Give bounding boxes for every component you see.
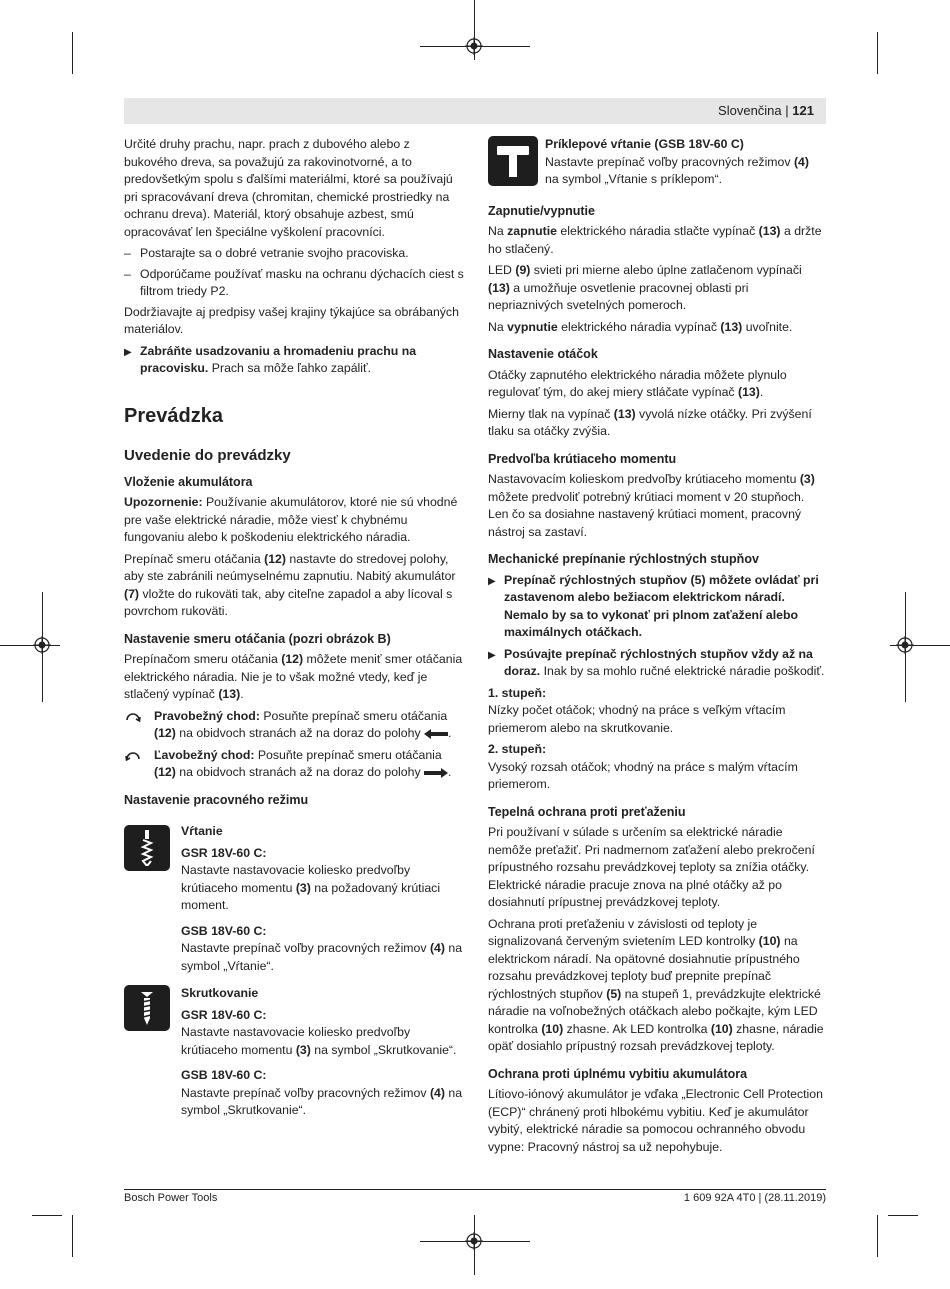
screwdriving-gsb-heading: GSB 18V-60 C: — [181, 1068, 267, 1082]
screwdriving-gsr-heading: GSR 18V-60 C: — [181, 1007, 267, 1022]
footer-rule — [124, 1189, 826, 1190]
section-title-operation: Prevádzka — [124, 404, 223, 427]
gear-warning-2-text: Posúvajte prepínač rýchlostných stupňov vždy až na doraz. Inak by sa mohlo ručné elektrické náradie poškodiť. — [504, 646, 825, 678]
dash-item — [124, 245, 464, 263]
right-column — [488, 136, 826, 1160]
rotate-left-icon — [124, 747, 154, 782]
on-paragraph: Na zapnutie elektrického náradia stlačte vypínač (13) a držte ho stlačený. — [488, 224, 822, 256]
impact-text: Nastavte prepínač voľby pracovných režimov (4) na symbol „Vŕtanie s príklepom“. — [545, 154, 809, 186]
header-text — [718, 103, 814, 118]
heading-on-off: Zapnutie/vypnutie — [488, 203, 595, 218]
mode-screwdriving — [124, 985, 464, 1124]
warning-text: Zabráňte usadzovaniu a hromadeniu prachu na pracovisku. Prach sa môže ľahko zapáliť. — [140, 343, 417, 375]
regulations-paragraph: Dodržiavajte aj predpisy vašej krajiny týkajúce sa obrábaných materiálov. — [124, 304, 459, 336]
heading-battery: Vloženie akumulátora — [124, 474, 253, 489]
dash-item — [124, 266, 464, 301]
impact-title: Príklepové vŕtanie (GSB 18V-60 C) — [545, 137, 744, 151]
gear-warning-1-text: Prepínač rýchlostných stupňov (5) môžete ovládať pri zastavenom alebo bežiacom elektrickom náradí. Nemalo by sa to vykonať pri plnom zaťažení alebo maximálnych otáčkach. — [504, 572, 819, 639]
left-rotation-item — [124, 747, 464, 782]
mode-impact-drilling — [488, 136, 826, 193]
thermal-paragraph-2: Ochrana proti preťaženiu v závislosti od teploty je signalizovaná červeným svietením LED kontrolky (10) na elektrickom náradí. Na opätovné dosiahnutie prípustného rozsahu prevádzkovej teploty buď prepnite prepínač rýchlostných stupňov (5) na stupeň 1, prevádzkujte elektrické náradie na voľnobežných otáčkach alebo počkajte, kým LED kontrolka (10) zhasne. Ak LED kontrolka (10) zhasne, náradie opäť dosiahlo prípustný rozsah prevádzkovej teploty. — [488, 916, 824, 1053]
screwdriving-title: Skrutkovanie — [181, 986, 259, 1000]
page-number: 121 — [792, 103, 814, 118]
subsection-title-startup: Uvedenie do prevádzky — [124, 446, 291, 464]
crop-mark-top-left — [72, 32, 73, 74]
arrow-left-icon — [424, 729, 448, 739]
registration-mark-bottom — [465, 1232, 483, 1250]
gear-1-text: Nízky počet otáčok; vhodný na práce s veľkým vŕtacím priemerom alebo na skrutkovanie. — [488, 703, 786, 735]
right-rotation-item — [124, 708, 464, 743]
footer-doc-id: 1 609 92A 4T0 | (28.11.2019) — [683, 1192, 826, 1204]
registration-mark-right — [896, 636, 914, 654]
heading-torque: Predvoľba krútiaceho momentu — [488, 451, 677, 466]
header-language: Slovenčina — [718, 103, 782, 118]
screw-icon — [124, 985, 170, 1031]
drilling-gsr-text: Nastavte nastavovacie koliesko predvoľby krútiaceho momentu (3) na požadovaný krútiaci moment. — [181, 863, 441, 912]
gear-1-heading: 1. stupeň: — [488, 685, 547, 700]
header-separator: | — [785, 103, 789, 118]
left-column — [124, 136, 464, 1130]
bullet-triangle-icon: ▶ — [488, 649, 496, 661]
heading-direction: Nastavenie smeru otáčania (pozri obrázok B) — [124, 631, 391, 646]
right-rotation-text: Pravobežný chod: Posuňte prepínač smeru otáčania (12) na obidvoch stranách až na doraz do polohy . — [154, 708, 452, 740]
gear-2-text: Vysoký rozsah otáčok; vhodný na práce s malým vŕtacím priemerom. — [488, 759, 798, 791]
speed-paragraph-1: Otáčky zapnutého elektrického náradia môžete plynulo regulovať tým, do akej miery stláčate vypínač (13). — [488, 367, 787, 399]
drilling-gsb-text: Nastavte prepínač voľby pracovných režimov (4) na symbol „Vŕtanie“. — [181, 941, 463, 973]
note-paragraph: Upozornenie: Používanie akumulátorov, ktoré nie sú vhodné pre vaše elektrické náradie, môže viesť k chybnému fungovaniu alebo k poškodeniu elektrického náradia. — [124, 495, 458, 544]
registration-mark-top — [465, 37, 483, 55]
dash-marker: – — [124, 246, 131, 260]
page-header — [124, 98, 826, 124]
drilling-title: Vŕtanie — [181, 824, 223, 838]
battery-paragraph: Prepínač smeru otáčania (12) nastavte do stredovej polohy, aby ste zabránili neúmyselnému zapnutiu. Nabitý akumulátor (7) vložte do rukoväti tak, aby citeľne zapadol a aby lícoval s povrchom rukoväti. — [124, 551, 456, 618]
off-paragraph: Na vypnutie elektrického náradia vypínač (13) uvoľnite. — [488, 319, 793, 334]
left-rotation-text: Ľavobežný chod: Posuňte prepínač smeru otáčania (12) na obidvoch stranách až na doraz do polohy . — [154, 747, 452, 779]
heading-deep-discharge: Ochrana proti úplnému vybitiu akumulátora — [488, 1066, 748, 1081]
crop-mark-left-bottom-h — [32, 1215, 62, 1216]
thermal-paragraph-1: Pri používaní v súlade s určením sa elektrické náradie nemôže preťažiť. Pri nadmernom zaťažení alebo prekročení prípustného rozsahu prevádzkovej teploty sa znížia otáčky. Elektrické náradie pracuje znova na plné otáčky až po dosiahnutí prípustnej prevádzkovej teploty. — [488, 825, 815, 909]
led-paragraph: LED (9) svieti pri mierne alebo úplne zatlačenom vypínači (13) a umožňuje osvetlenie pracovnej oblasti pri nepriaznivých svetelných pomeroch. — [488, 263, 802, 312]
drilling-gsr-heading: GSR 18V-60 C: — [181, 845, 267, 860]
rotate-right-icon — [124, 708, 154, 743]
dash-text: Postarajte sa o dobré vetranie svojho pracoviska. — [140, 246, 409, 260]
heading-speed: Nastavenie otáčok — [488, 347, 598, 361]
footer-brand: Bosch Power Tools — [124, 1192, 218, 1204]
gear-2-heading: 2. stupeň: — [488, 742, 547, 756]
crop-mark-right-bottom-h — [888, 1215, 918, 1216]
drill-bit-icon — [124, 825, 170, 871]
heading-thermal: Tepelná ochrana proti preťaženiu — [488, 804, 686, 819]
crop-mark-bottom-right — [877, 1215, 878, 1257]
registration-mark-left — [33, 636, 51, 654]
dash-text: Odporúčame používať masku na ochranu dýchacích ciest s filtrom triedy P2. — [140, 266, 464, 298]
screwdriving-gsr-text: Nastavte nastavovacie koliesko predvoľby krútiaceho momentu (3) na symbol „Skrutkovanie“. — [181, 1025, 457, 1057]
crop-mark-top-right — [877, 32, 878, 74]
drilling-gsb-heading: GSB 18V-60 C: — [181, 923, 267, 938]
hammer-icon — [488, 136, 538, 186]
dash-marker: – — [124, 266, 131, 281]
deep-discharge-paragraph: Lítiovo-iónový akumulátor je vďaka „Electronic Cell Protection (ECP)“ chránený proti hlbokému vybitiu. Keď je akumulátor vybitý, elektrické náradie sa pomocou ochranného obvodu vypne: Pracovný nástroj sa už nepohybuje. — [488, 1087, 823, 1154]
direction-paragraph: Prepínačom smeru otáčania (12) môžete meniť smer otáčania elektrického náradia. Nie je to však možné vtedy, keď je stlačený vypínač (13). — [124, 652, 463, 701]
heading-gear: Mechanické prepínanie rýchlostných stupňov — [488, 552, 759, 566]
speed-paragraph-2: Mierny tlak na vypínač (13) vyvolá nízke otáčky. Pri zvýšení tlaku sa otáčky zvýšia. — [488, 406, 812, 438]
mode-drilling — [124, 823, 464, 979]
arrow-right-icon — [424, 768, 448, 778]
gear-warning-1 — [488, 572, 826, 642]
dust-paragraph: Určité druhy prachu, napr. prach z dubového alebo z bukového dreva, sa považujú za rakovinotvorné, a to predovšetkým spolu s ďalšími materiálmi, ktoré sa používajú pri spracovávaní dreva (chromitan, chemické prostriedky na ochranu dreva). Materiál, ktorý obsahuje azbest, smú opracovávať len špeciálne vyškolení pracovníci. — [124, 137, 453, 239]
torque-paragraph: Nastavovacím kolieskom predvoľby krútiaceho momentu (3) môžete predvoliť potrebný krútiaci moment v 20 stupňoch. Len čo sa dosiahne nastavený krútiaci moment, pracovný nástroj sa zastaví. — [488, 472, 815, 539]
bullet-triangle-icon: ▶ — [124, 346, 132, 358]
gear-warning-2 — [488, 646, 826, 681]
crop-mark-bottom-left — [72, 1215, 73, 1257]
crop-mark-left-mid-h — [0, 645, 60, 646]
bullet-triangle-icon: ▶ — [488, 575, 496, 587]
warning-item — [124, 343, 464, 378]
screwdriving-gsb-text: Nastavte prepínač voľby pracovných režimov (4) na symbol „Skrutkovanie“. — [181, 1085, 463, 1117]
heading-mode: Nastavenie pracovného režimu — [124, 792, 309, 807]
